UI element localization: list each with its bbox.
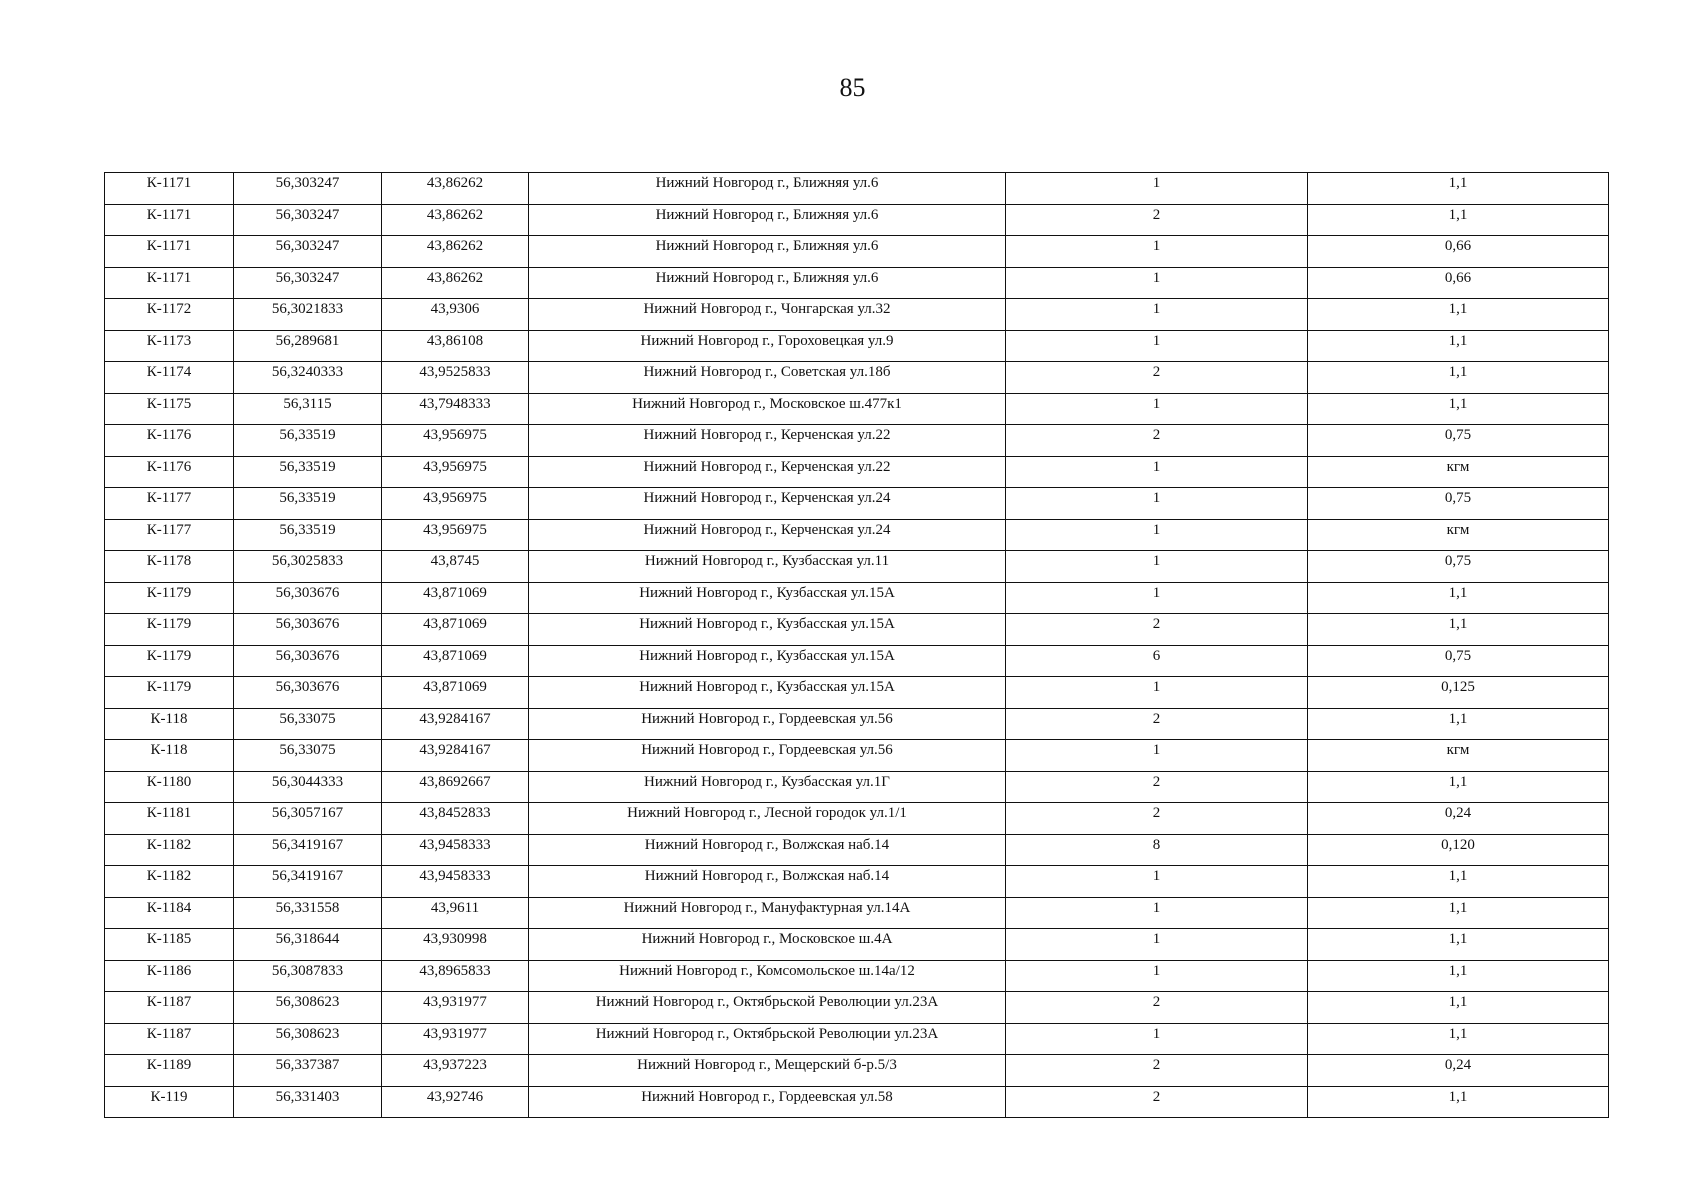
longitude-cell: 43,86108 — [382, 330, 529, 362]
count-cell: 2 — [1006, 425, 1308, 457]
latitude-cell: 56,33519 — [234, 519, 382, 551]
address-cell: Нижний Новгород г., Лесной городок ул.1/1 — [529, 803, 1006, 835]
table-body — [105, 173, 1609, 1118]
address-cell: Нижний Новгород г., Ближняя ул.6 — [529, 267, 1006, 299]
latitude-cell: 56,303676 — [234, 645, 382, 677]
value-cell: 1,1 — [1308, 708, 1609, 740]
code-cell: К-1176 — [105, 456, 234, 488]
count-cell: 8 — [1006, 834, 1308, 866]
longitude-cell: 43,92746 — [382, 1086, 529, 1118]
table-row — [105, 519, 1609, 551]
latitude-cell: 56,303247 — [234, 267, 382, 299]
table-row — [105, 992, 1609, 1024]
latitude-cell: 56,303247 — [234, 204, 382, 236]
count-cell: 1 — [1006, 1023, 1308, 1055]
latitude-cell: 56,3115 — [234, 393, 382, 425]
address-cell: Нижний Новгород г., Московское ш.477к1 — [529, 393, 1006, 425]
address-cell: Нижний Новгород г., Кузбасская ул.15А — [529, 614, 1006, 646]
longitude-cell: 43,871069 — [382, 582, 529, 614]
table-row — [105, 551, 1609, 583]
code-cell: К-1179 — [105, 645, 234, 677]
count-cell: 2 — [1006, 1055, 1308, 1087]
code-cell: К-1186 — [105, 960, 234, 992]
address-cell: Нижний Новгород г., Чонгарская ул.32 — [529, 299, 1006, 331]
code-cell: К-1180 — [105, 771, 234, 803]
count-cell: 1 — [1006, 488, 1308, 520]
value-cell: 1,1 — [1308, 960, 1609, 992]
longitude-cell: 43,86262 — [382, 204, 529, 236]
value-cell: 0,120 — [1308, 834, 1609, 866]
address-cell: Нижний Новгород г., Керченская ул.22 — [529, 456, 1006, 488]
table-row — [105, 393, 1609, 425]
table-row — [105, 582, 1609, 614]
address-cell: Нижний Новгород г., Керченская ул.24 — [529, 488, 1006, 520]
value-cell: 1,1 — [1308, 330, 1609, 362]
table-row — [105, 929, 1609, 961]
value-cell: 1,1 — [1308, 929, 1609, 961]
address-cell: Нижний Новгород г., Гордеевская ул.56 — [529, 740, 1006, 772]
address-cell: Нижний Новгород г., Московское ш.4А — [529, 929, 1006, 961]
longitude-cell: 43,8965833 — [382, 960, 529, 992]
table-row — [105, 771, 1609, 803]
latitude-cell: 56,308623 — [234, 1023, 382, 1055]
address-cell: Нижний Новгород г., Волжская наб.14 — [529, 834, 1006, 866]
longitude-cell: 43,9284167 — [382, 708, 529, 740]
address-cell: Нижний Новгород г., Керченская ул.24 — [529, 519, 1006, 551]
count-cell: 1 — [1006, 677, 1308, 709]
value-cell: 1,1 — [1308, 204, 1609, 236]
longitude-cell: 43,956975 — [382, 456, 529, 488]
latitude-cell: 56,3057167 — [234, 803, 382, 835]
value-cell: кгм — [1308, 740, 1609, 772]
longitude-cell: 43,956975 — [382, 425, 529, 457]
address-cell: Нижний Новгород г., Гордеевская ул.58 — [529, 1086, 1006, 1118]
count-cell: 1 — [1006, 173, 1308, 205]
value-cell: 1,1 — [1308, 1086, 1609, 1118]
latitude-cell: 56,318644 — [234, 929, 382, 961]
count-cell: 1 — [1006, 236, 1308, 268]
table-row — [105, 866, 1609, 898]
code-cell: К-1173 — [105, 330, 234, 362]
code-cell: К-1182 — [105, 866, 234, 898]
latitude-cell: 56,3044333 — [234, 771, 382, 803]
longitude-cell: 43,7948333 — [382, 393, 529, 425]
code-cell: К-1177 — [105, 519, 234, 551]
value-cell: 0,24 — [1308, 803, 1609, 835]
value-cell: 0,75 — [1308, 645, 1609, 677]
value-cell: 1,1 — [1308, 362, 1609, 394]
longitude-cell: 43,930998 — [382, 929, 529, 961]
address-cell: Нижний Новгород г., Комсомольское ш.14а/12 — [529, 960, 1006, 992]
code-cell: К-1179 — [105, 677, 234, 709]
data-table — [104, 172, 1609, 1118]
count-cell: 1 — [1006, 393, 1308, 425]
latitude-cell: 56,3419167 — [234, 834, 382, 866]
value-cell: 0,66 — [1308, 236, 1609, 268]
count-cell: 2 — [1006, 992, 1308, 1024]
code-cell: К-1171 — [105, 204, 234, 236]
count-cell: 1 — [1006, 582, 1308, 614]
latitude-cell: 56,303247 — [234, 236, 382, 268]
table-row — [105, 645, 1609, 677]
table-row — [105, 173, 1609, 205]
code-cell: К-1175 — [105, 393, 234, 425]
latitude-cell: 56,33519 — [234, 488, 382, 520]
table-row — [105, 1023, 1609, 1055]
value-cell: 0,75 — [1308, 551, 1609, 583]
table-row — [105, 960, 1609, 992]
code-cell: К-1171 — [105, 173, 234, 205]
count-cell: 1 — [1006, 551, 1308, 583]
value-cell: 1,1 — [1308, 614, 1609, 646]
latitude-cell: 56,3419167 — [234, 866, 382, 898]
value-cell: 0,75 — [1308, 425, 1609, 457]
table-row — [105, 488, 1609, 520]
code-cell: К-1178 — [105, 551, 234, 583]
longitude-cell: 43,86262 — [382, 267, 529, 299]
value-cell: 1,1 — [1308, 393, 1609, 425]
table-row — [105, 1055, 1609, 1087]
count-cell: 2 — [1006, 614, 1308, 646]
count-cell: 2 — [1006, 708, 1308, 740]
code-cell: К-1174 — [105, 362, 234, 394]
table-row — [105, 677, 1609, 709]
latitude-cell: 56,337387 — [234, 1055, 382, 1087]
code-cell: К-118 — [105, 708, 234, 740]
count-cell: 2 — [1006, 1086, 1308, 1118]
longitude-cell: 43,86262 — [382, 236, 529, 268]
address-cell: Нижний Новгород г., Мануфактурная ул.14А — [529, 897, 1006, 929]
value-cell: 1,1 — [1308, 866, 1609, 898]
longitude-cell: 43,9611 — [382, 897, 529, 929]
latitude-cell: 56,289681 — [234, 330, 382, 362]
code-cell: К-1184 — [105, 897, 234, 929]
code-cell: К-1176 — [105, 425, 234, 457]
count-cell: 2 — [1006, 204, 1308, 236]
latitude-cell: 56,308623 — [234, 992, 382, 1024]
address-cell: Нижний Новгород г., Гордеевская ул.56 — [529, 708, 1006, 740]
code-cell: К-118 — [105, 740, 234, 772]
latitude-cell: 56,3021833 — [234, 299, 382, 331]
table-row — [105, 740, 1609, 772]
value-cell: 0,125 — [1308, 677, 1609, 709]
count-cell: 1 — [1006, 299, 1308, 331]
count-cell: 6 — [1006, 645, 1308, 677]
address-cell: Нижний Новгород г., Октябрьской Революции ул.23А — [529, 992, 1006, 1024]
count-cell: 1 — [1006, 519, 1308, 551]
longitude-cell: 43,937223 — [382, 1055, 529, 1087]
count-cell: 1 — [1006, 960, 1308, 992]
longitude-cell: 43,9306 — [382, 299, 529, 331]
address-cell: Нижний Новгород г., Кузбасская ул.1Г — [529, 771, 1006, 803]
longitude-cell: 43,9284167 — [382, 740, 529, 772]
address-cell: Нижний Новгород г., Ближняя ул.6 — [529, 236, 1006, 268]
latitude-cell: 56,331403 — [234, 1086, 382, 1118]
code-cell: К-1177 — [105, 488, 234, 520]
value-cell: кгм — [1308, 519, 1609, 551]
address-cell: Нижний Новгород г., Кузбасская ул.11 — [529, 551, 1006, 583]
table-row — [105, 362, 1609, 394]
table-row — [105, 614, 1609, 646]
count-cell: 2 — [1006, 771, 1308, 803]
table-row — [105, 330, 1609, 362]
address-cell: Нижний Новгород г., Кузбасская ул.15А — [529, 582, 1006, 614]
address-cell: Нижний Новгород г., Ближняя ул.6 — [529, 204, 1006, 236]
longitude-cell: 43,86262 — [382, 173, 529, 205]
address-cell: Нижний Новгород г., Ближняя ул.6 — [529, 173, 1006, 205]
longitude-cell: 43,8452833 — [382, 803, 529, 835]
longitude-cell: 43,871069 — [382, 645, 529, 677]
code-cell: К-1171 — [105, 236, 234, 268]
latitude-cell: 56,33075 — [234, 708, 382, 740]
code-cell: К-1187 — [105, 992, 234, 1024]
table-row — [105, 834, 1609, 866]
table-row — [105, 708, 1609, 740]
latitude-cell: 56,303247 — [234, 173, 382, 205]
latitude-cell: 56,3025833 — [234, 551, 382, 583]
code-cell: К-1181 — [105, 803, 234, 835]
latitude-cell: 56,3240333 — [234, 362, 382, 394]
table-row — [105, 267, 1609, 299]
count-cell: 2 — [1006, 803, 1308, 835]
count-cell: 1 — [1006, 267, 1308, 299]
longitude-cell: 43,8692667 — [382, 771, 529, 803]
page-number: 85 — [839, 73, 866, 102]
latitude-cell: 56,3087833 — [234, 960, 382, 992]
latitude-cell: 56,33519 — [234, 425, 382, 457]
value-cell: 0,24 — [1308, 1055, 1609, 1087]
code-cell: К-1182 — [105, 834, 234, 866]
table-row — [105, 897, 1609, 929]
longitude-cell: 43,871069 — [382, 614, 529, 646]
count-cell: 1 — [1006, 866, 1308, 898]
table-row — [105, 1086, 1609, 1118]
code-cell: К-1179 — [105, 582, 234, 614]
latitude-cell: 56,331558 — [234, 897, 382, 929]
longitude-cell: 43,931977 — [382, 1023, 529, 1055]
value-cell: 1,1 — [1308, 173, 1609, 205]
code-cell: К-1189 — [105, 1055, 234, 1087]
table-row — [105, 803, 1609, 835]
value-cell: 1,1 — [1308, 992, 1609, 1024]
table-row — [105, 236, 1609, 268]
count-cell: 1 — [1006, 897, 1308, 929]
address-cell: Нижний Новгород г., Кузбасская ул.15А — [529, 677, 1006, 709]
longitude-cell: 43,956975 — [382, 488, 529, 520]
code-cell: К-1185 — [105, 929, 234, 961]
code-cell: К-1171 — [105, 267, 234, 299]
code-cell: К-119 — [105, 1086, 234, 1118]
code-cell: К-1172 — [105, 299, 234, 331]
longitude-cell: 43,9458333 — [382, 834, 529, 866]
address-cell: Нижний Новгород г., Октябрьской Революции ул.23А — [529, 1023, 1006, 1055]
count-cell: 1 — [1006, 330, 1308, 362]
value-cell: 0,66 — [1308, 267, 1609, 299]
value-cell: 1,1 — [1308, 1023, 1609, 1055]
longitude-cell: 43,871069 — [382, 677, 529, 709]
count-cell: 1 — [1006, 929, 1308, 961]
longitude-cell: 43,956975 — [382, 519, 529, 551]
latitude-cell: 56,303676 — [234, 614, 382, 646]
value-cell: 1,1 — [1308, 299, 1609, 331]
longitude-cell: 43,931977 — [382, 992, 529, 1024]
latitude-cell: 56,303676 — [234, 582, 382, 614]
longitude-cell: 43,8745 — [382, 551, 529, 583]
count-cell: 1 — [1006, 456, 1308, 488]
latitude-cell: 56,33519 — [234, 456, 382, 488]
code-cell: К-1187 — [105, 1023, 234, 1055]
address-cell: Нижний Новгород г., Мещерский б-р.5/3 — [529, 1055, 1006, 1087]
table-row — [105, 425, 1609, 457]
address-cell: Нижний Новгород г., Советская ул.18б — [529, 362, 1006, 394]
longitude-cell: 43,9525833 — [382, 362, 529, 394]
count-cell: 2 — [1006, 362, 1308, 394]
table-row — [105, 456, 1609, 488]
address-cell: Нижний Новгород г., Гороховецкая ул.9 — [529, 330, 1006, 362]
latitude-cell: 56,303676 — [234, 677, 382, 709]
value-cell: кгм — [1308, 456, 1609, 488]
table-row — [105, 299, 1609, 331]
address-cell: Нижний Новгород г., Волжская наб.14 — [529, 866, 1006, 898]
address-cell: Нижний Новгород г., Керченская ул.22 — [529, 425, 1006, 457]
latitude-cell: 56,33075 — [234, 740, 382, 772]
count-cell: 1 — [1006, 740, 1308, 772]
longitude-cell: 43,9458333 — [382, 866, 529, 898]
value-cell: 1,1 — [1308, 897, 1609, 929]
address-cell: Нижний Новгород г., Кузбасская ул.15А — [529, 645, 1006, 677]
code-cell: К-1179 — [105, 614, 234, 646]
table-row — [105, 204, 1609, 236]
value-cell: 1,1 — [1308, 582, 1609, 614]
value-cell: 0,75 — [1308, 488, 1609, 520]
value-cell: 1,1 — [1308, 771, 1609, 803]
